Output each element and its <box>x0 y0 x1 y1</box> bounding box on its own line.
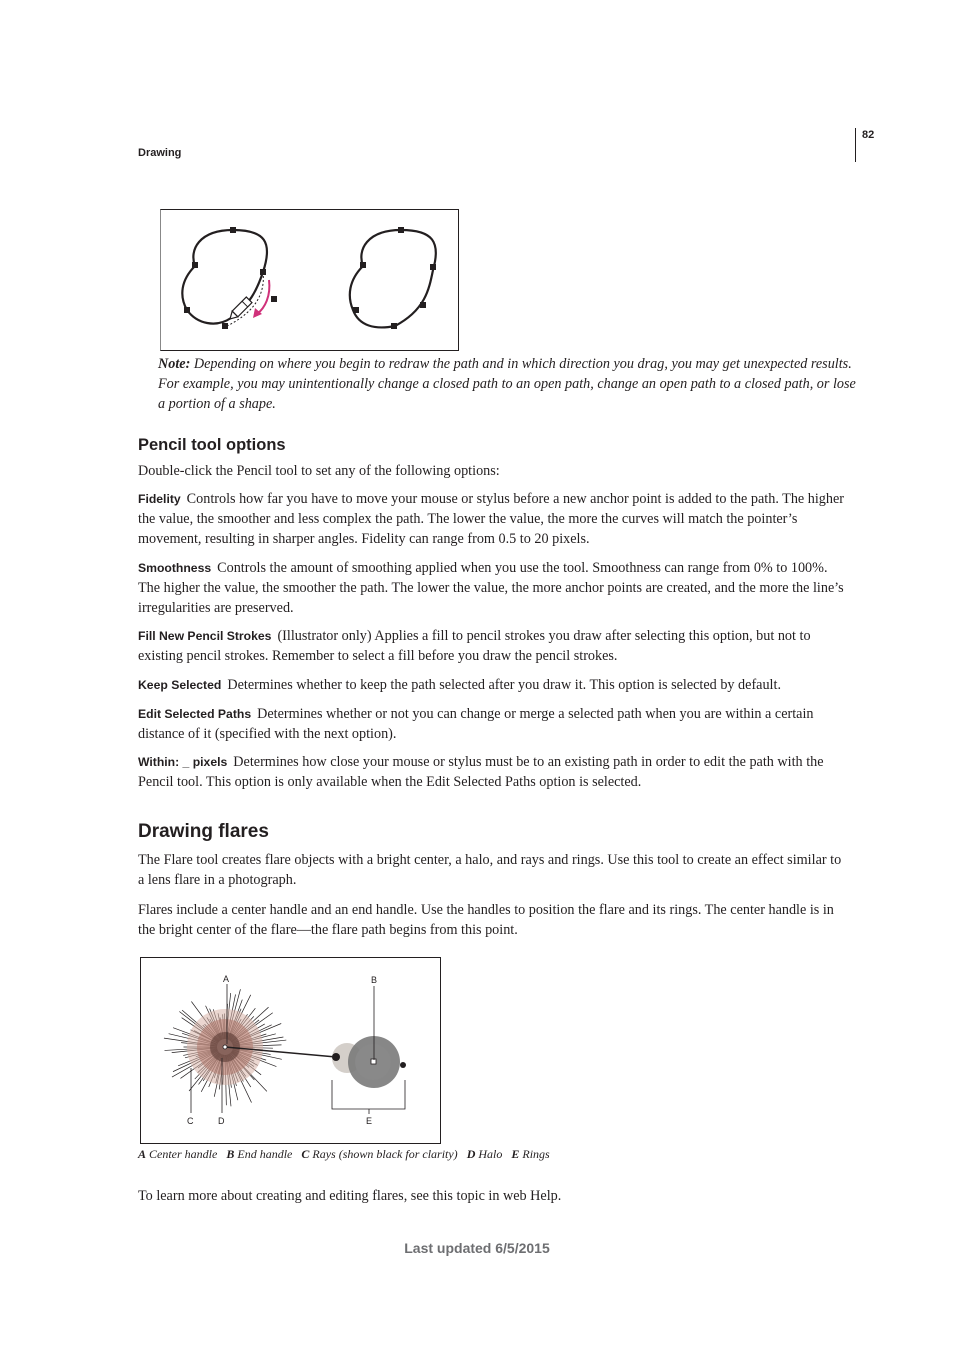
page-number: 82 <box>862 129 875 141</box>
option-fidelity <box>138 489 850 549</box>
note <box>158 354 858 414</box>
anchor-point <box>271 296 277 302</box>
anchor-point <box>430 264 436 270</box>
note-label: Note: <box>158 356 191 372</box>
figure-label-b: B <box>371 975 378 985</box>
pencil-redraw-figure <box>160 209 459 351</box>
page-number-rule <box>855 128 856 162</box>
flare-ring-small <box>400 1062 406 1068</box>
flare-figure-caption <box>138 1147 556 1162</box>
anchor-point <box>192 262 198 268</box>
flare-figure <box>140 957 441 1144</box>
pencil-cursor-icon <box>227 297 252 322</box>
figure-label-a: A <box>223 974 230 984</box>
option-text: Determines how close your mouse or stylus must be to an existing path in order to edit the path with the Pencil tool. This option is only available when the Edit Selected Paths option is selected. <box>138 754 824 790</box>
figure-label-c: C <box>187 1116 194 1126</box>
section-heading-drawing-flares: Drawing flares <box>138 821 269 842</box>
option-term: Keep Selected <box>138 678 222 692</box>
flares-closing: To learn more about creating and editing flares, see this topic in web Help. <box>138 1188 562 1204</box>
anchor-point <box>360 262 366 268</box>
option-text: (Illustrator only) Applies a fill to pencil strokes you draw after selecting this option, but not to existing pencil strokes. Remember to select a fill before you draw the pencil strokes. <box>138 628 811 664</box>
anchor-point <box>260 269 266 275</box>
option-term: Fill New Pencil Strokes <box>138 629 272 643</box>
anchor-point <box>398 227 404 233</box>
end-handle <box>371 1059 376 1064</box>
footer-last-updated: Last updated 6/5/2015 <box>404 1240 550 1256</box>
option-text: Controls the amount of smoothing applied when you use the tool. Smoothness can range from 0% to 100%. The higher the value, the smoother the path. The lower the value, the more anchor points are created, and the more the line’s irregularities are preserved. <box>138 560 844 616</box>
option-fill-new-pencil-strokes <box>138 626 850 666</box>
caption-item: E Rings <box>511 1147 550 1161</box>
flare-ring-small <box>332 1053 340 1061</box>
option-term: Smoothness <box>138 561 212 575</box>
caption-item: A Center handle <box>138 1147 218 1161</box>
flare-illustration <box>141 958 440 1143</box>
option-keep-selected <box>138 675 850 695</box>
option-term: Within: _ pixels <box>138 755 228 769</box>
option-edit-selected-paths <box>138 704 850 744</box>
caption-item: D Halo <box>466 1147 503 1161</box>
option-text: Controls how far you have to move your mouse or stylus before a new anchor point is added to the path. The higher the value, the smoother and less complex the path. The lower the value, the more the curves will match the pointer’s movement, resulting in sharper angles. Fidelity can range from 0.5 to 20 pixels. <box>138 491 845 547</box>
left-closed-path <box>182 230 267 324</box>
option-text: Determines whether or not you can change or merge a selected path when you are within a certain distance of it (specified with the next option). <box>138 706 814 742</box>
caption-item: B End handle <box>226 1147 293 1161</box>
anchor-point <box>230 227 236 233</box>
anchor-point <box>184 307 190 313</box>
anchor-point <box>420 302 426 308</box>
option-term: Edit Selected Paths <box>138 707 252 721</box>
flares-paragraph-1: The Flare tool creates flare objects with a bright center, a halo, and rays and rings. Use this tool to create an effect similar to a lens flare in a photograph. <box>138 852 842 888</box>
option-smoothness <box>138 558 850 618</box>
anchor-point <box>222 323 228 329</box>
pencil-redraw-illustration <box>161 210 458 350</box>
option-within-pixels <box>138 752 850 792</box>
right-result-path <box>350 230 436 327</box>
figure-label-d: D <box>218 1116 225 1126</box>
section-heading-pencil-tool-options: Pencil tool options <box>138 436 286 454</box>
caption-item: C Rays (shown black for clarity) <box>301 1147 458 1161</box>
pencil-intro: Double-click the Pencil tool to set any of the following options: <box>138 463 500 479</box>
center-handle <box>223 1045 227 1049</box>
running-head: Drawing <box>138 147 182 159</box>
option-text: Determines whether to keep the path selected after you draw it. This option is selected by default. <box>227 677 781 693</box>
flares-paragraph-2: Flares include a center handle and an end handle. Use the handles to position the flare and its rings. The center handle is in the bright center of the flare—the flare path begins from this point. <box>138 902 834 938</box>
note-text: Depending on where you begin to redraw the path and in which direction you drag, you may get unexpected results. For example, you may unintentionally change a closed path to an open path, change an open path to a closed path, or lose a portion of a shape. <box>158 356 856 412</box>
anchor-point <box>391 323 397 329</box>
anchor-point <box>353 307 359 313</box>
option-term: Fidelity <box>138 492 181 506</box>
figure-label-e: E <box>366 1116 373 1126</box>
